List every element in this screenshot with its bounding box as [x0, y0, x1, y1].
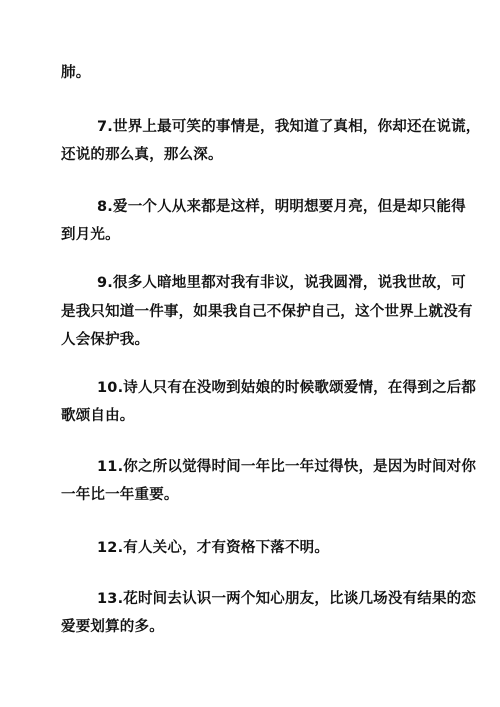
paragraph-line: 7.世界上最可笑的事情是，我知道了真相，你却还在说谎，: [97, 119, 481, 135]
paragraph-line: 10.诗人只有在没吻到姑娘的时候歌颂爱情，在得到之后都: [97, 380, 477, 396]
paragraph-line: 人会保护我。: [61, 332, 150, 348]
paragraph-line: 一年比一年重要。: [61, 487, 179, 503]
paragraph-line: 是我只知道一件事，如果我自己不保护自己，这个世界上就没有: [61, 304, 473, 320]
paragraph-line: 9.很多人暗地里都对我有非议，说我圆滑，说我世故，可: [97, 275, 466, 291]
paragraph-line: 爱要划算的多。: [61, 619, 164, 635]
paragraph-line: 8.爱一个人从来都是这样，明明想要月亮，但是却只能得: [97, 199, 466, 215]
paragraph-line: 到月光。: [61, 227, 120, 243]
paragraph-line: 还说的那么真，那么深。: [61, 147, 223, 163]
paragraph-line: 歌颂自由。: [61, 408, 135, 424]
paragraph-line: 13.花时间去认识一两个知心朋友，比谈几场没有结果的恋: [97, 591, 477, 607]
paragraph-line: 肺。: [61, 65, 91, 81]
paragraph-line: 12.有人关心，才有资格下落不明。: [97, 540, 330, 556]
paragraph-line: 11.你之所以觉得时间一年比一年过得快，是因为时间对你: [97, 459, 477, 475]
